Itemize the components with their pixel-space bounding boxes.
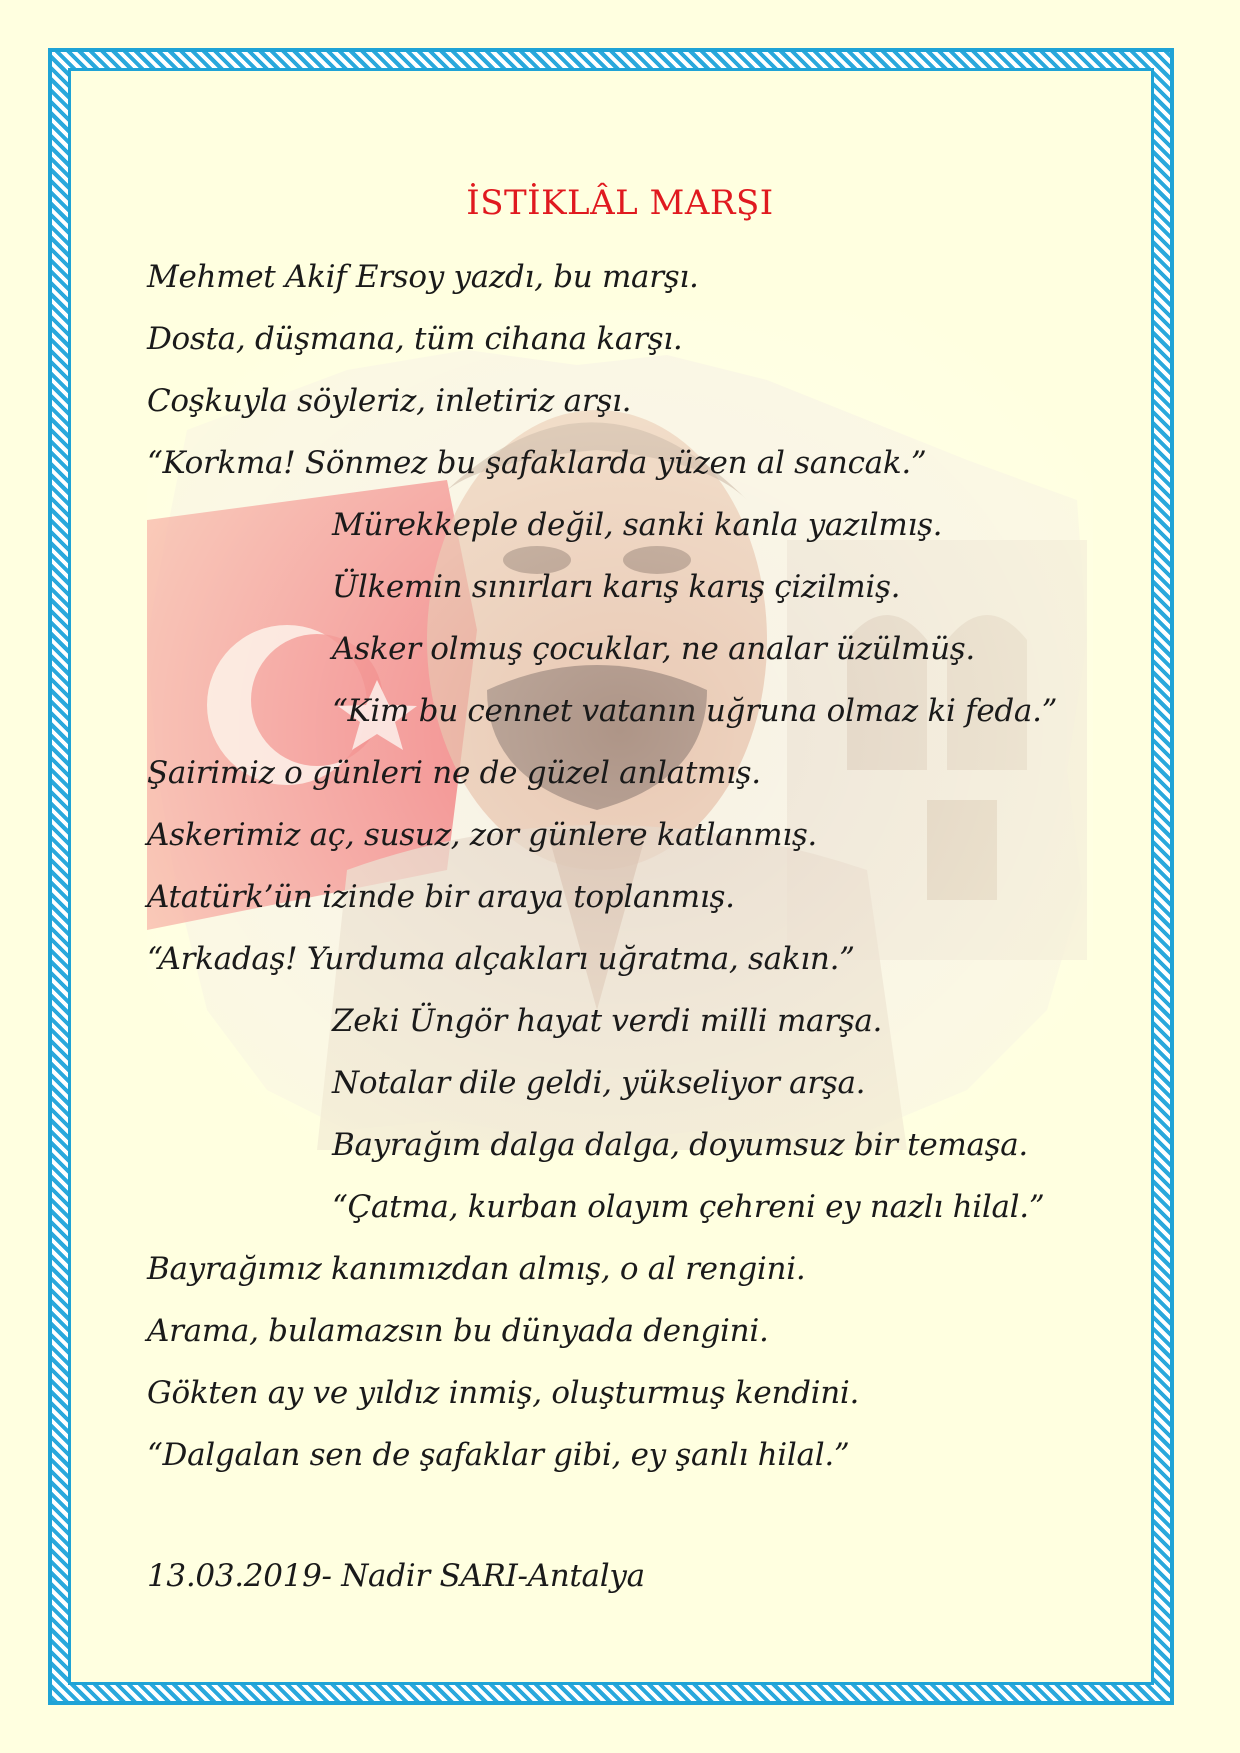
poem-line: Bayrağımız kanımızdan almış, o al rengini. — [147, 1251, 806, 1287]
poem-line: Coşkuyla söyleriz, inletiriz arşı. — [147, 383, 632, 419]
poem-line: Ülkemin sınırları karış karış çizilmiş. — [332, 569, 901, 605]
poem-line: “Korkma! Sönmez bu şafaklarda yüzen al sancak.” — [147, 445, 927, 481]
poem-line: Mürekkeple değil, sanki kanla yazılmış. — [332, 507, 943, 543]
poem-line: “Dalgalan sen de şafaklar gibi, ey şanlı hilal.” — [147, 1437, 850, 1473]
poem-line: Gökten ay ve yıldız inmiş, oluşturmuş kendini. — [147, 1375, 860, 1411]
stanza-4 — [147, 996, 1097, 1244]
poem-line: Askerimiz aç, susuz, zor günlere katlanmış. — [147, 817, 817, 853]
stanza-3 — [147, 748, 1097, 996]
poem-body — [147, 252, 1097, 1492]
poem-line: “Çatma, kurban olayım çehreni ey nazlı hilal.” — [332, 1189, 1045, 1225]
poem-line: Arama, bulamazsın bu dünyada dengini. — [147, 1313, 769, 1349]
stanza-1 — [147, 252, 1097, 500]
poem-line: Notalar dile geldi, yükseliyor arşa. — [332, 1065, 866, 1101]
poem-line: “Arkadaş! Yurduma alçakları uğratma, sakın.” — [147, 941, 855, 977]
poem-signature-date: 13.03.2019- Nadir SARI-Antalya — [147, 1558, 645, 1594]
poem-line: Bayrağım dalga dalga, doyumsuz bir temaşa. — [332, 1127, 1028, 1163]
poem-line: Mehmet Akif Ersoy yazdı, bu marşı. — [147, 259, 699, 295]
poem-line: Dosta, düşmana, tüm cihana karşı. — [147, 321, 683, 357]
poem-line: “Kim bu cennet vatanın uğruna olmaz ki feda.” — [332, 693, 1058, 729]
poem-title: İSTİKLÂL MARŞI — [466, 183, 774, 223]
stanza-5 — [147, 1244, 1097, 1492]
poem-line: Atatürk’ün izinde bir araya toplanmış. — [147, 879, 735, 915]
poem-line: Zeki Üngör hayat verdi milli marşa. — [332, 1003, 883, 1039]
poem-line: Şairimiz o günleri ne de güzel anlatmış. — [147, 755, 761, 791]
poem-line: Asker olmuş çocuklar, ne analar üzülmüş. — [332, 631, 975, 667]
stanza-2 — [147, 500, 1097, 748]
